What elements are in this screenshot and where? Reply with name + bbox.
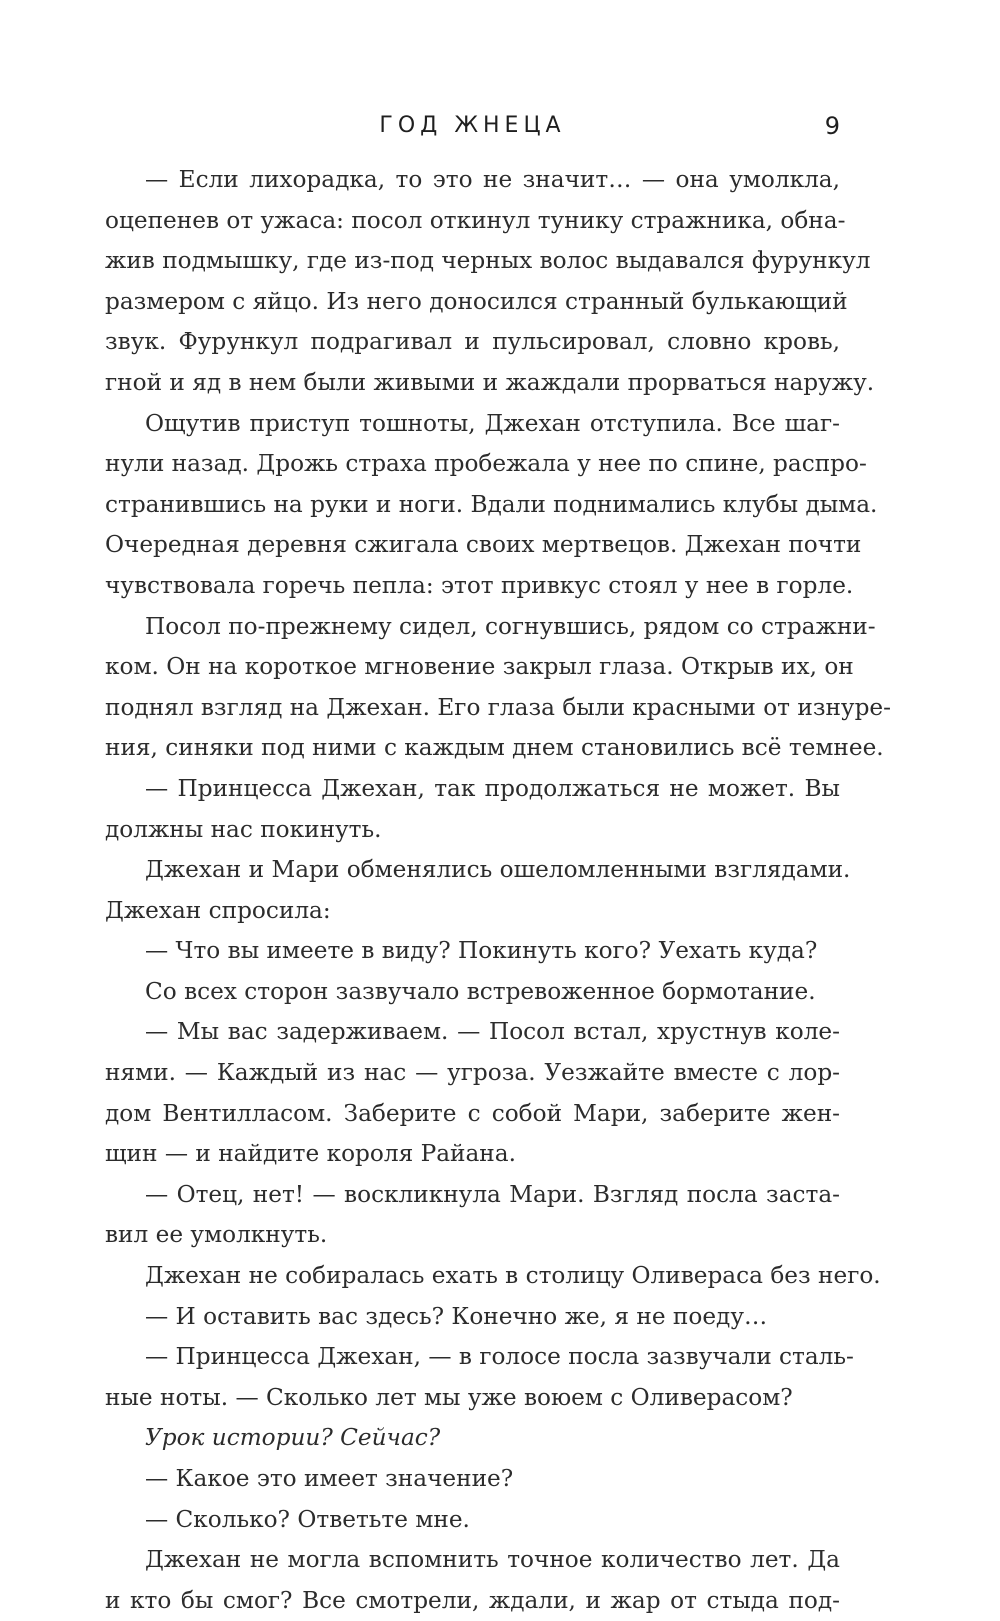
text-line: звук. Фурункул подрагивал и пульсировал, словно кровь, xyxy=(105,328,840,356)
text-line: — Какое это имеет значение? xyxy=(145,1465,514,1492)
text-line: дом Вентилласом. Заберите с собой Мари, заберите жен- xyxy=(105,1099,840,1127)
text-line: поднял взгляд на Джехан. Его глаза были красными от изнуре- xyxy=(105,693,891,721)
text-line: ния, синяки под ними с каждым днем становились всё темнее. xyxy=(105,734,884,762)
text-line: — И оставить вас здесь? Конечно же, я не поеду… xyxy=(145,1302,768,1330)
text-line: нями. — Каждый из нас — угроза. Уезжайте вместе с лор- xyxy=(105,1059,840,1087)
text-line: — Если лихорадка, то это не значит… — она умолкла, xyxy=(145,166,840,193)
text-line: чувствовала горечь пепла: этот привкус стоял у нее в горле. xyxy=(105,571,854,599)
text-line: ные ноты. — Сколько лет мы уже воюем с Оливерасом? xyxy=(105,1383,793,1411)
text-line: гной и яд в нем были живыми и жаждали прорваться наружу. xyxy=(105,368,875,396)
text-line: Джехан спросила: xyxy=(105,896,331,924)
text-line: Посол по-прежнему сидел, согнувшись, рядом со стражни- xyxy=(145,612,876,640)
text-line: оцепенев от ужаса: посол откинул тунику стражника, обна- xyxy=(105,206,846,234)
running-title: ГОД ЖНЕЦА xyxy=(379,113,566,138)
text-line: — Сколько? Ответьте мне. xyxy=(145,1505,470,1533)
page-number: 9 xyxy=(824,112,840,140)
text-line: Со всех сторон зазвучало встревоженное бормотание. xyxy=(145,977,816,1005)
text-line: Ощутив приступ тошноты, Джехан отступила. Все шаг- xyxy=(145,409,840,437)
text-line: размером с яйцо. Из него доносился странный булькающий xyxy=(105,287,848,315)
text-line: — Мы вас задерживаем. — Посол встал, хрустнув коле- xyxy=(145,1018,840,1046)
text-line: странившись на руки и ноги. Вдали поднимались клубы дыма. xyxy=(105,490,878,518)
text-line: Урок истории? Сейчас? xyxy=(145,1424,441,1452)
body-text xyxy=(105,160,891,1621)
text-line: вил ее умолкнуть. xyxy=(105,1221,328,1249)
text-line: щин — и найдите короля Райана. xyxy=(105,1140,516,1168)
text-line: нули назад. Дрожь страха пробежала у нее по спине, распро- xyxy=(105,450,867,478)
text-line: — Отец, нет! — воскликнула Мари. Взгляд посла застa- xyxy=(145,1180,840,1208)
text-line: — Что вы имеете в виду? Покинуть кого? Уехать куда? xyxy=(145,937,818,965)
text-line: Очередная деревня сжигала своих мертвецов. Джехан почти xyxy=(105,531,862,559)
text-line: — Принцесса Джехан, — в голосе посла зазвучали сталь- xyxy=(145,1343,854,1371)
text-line: Джехан не могла вспомнить точное количество лет. Да xyxy=(145,1546,840,1574)
text-line: жив подмышку, где из-под черных волос выдавался фурункул xyxy=(105,247,871,275)
text-line: должны нас покинуть. xyxy=(105,815,382,843)
text-line: Джехан не собиралась ехать в столицу Оливераса без него. xyxy=(145,1262,881,1290)
text-line: — Принцесса Джехан, так продолжаться не может. Вы xyxy=(145,774,840,802)
text-line: Джехан и Мари обменялись ошеломленными взглядами. xyxy=(145,856,851,884)
text-line: ком. Он на короткое мгновение закрыл глаза. Открыв их, он xyxy=(105,653,854,681)
running-header xyxy=(105,108,840,144)
text-line: и кто бы смог? Все смотрели, ждали, и жар от стыда под- xyxy=(105,1586,840,1614)
